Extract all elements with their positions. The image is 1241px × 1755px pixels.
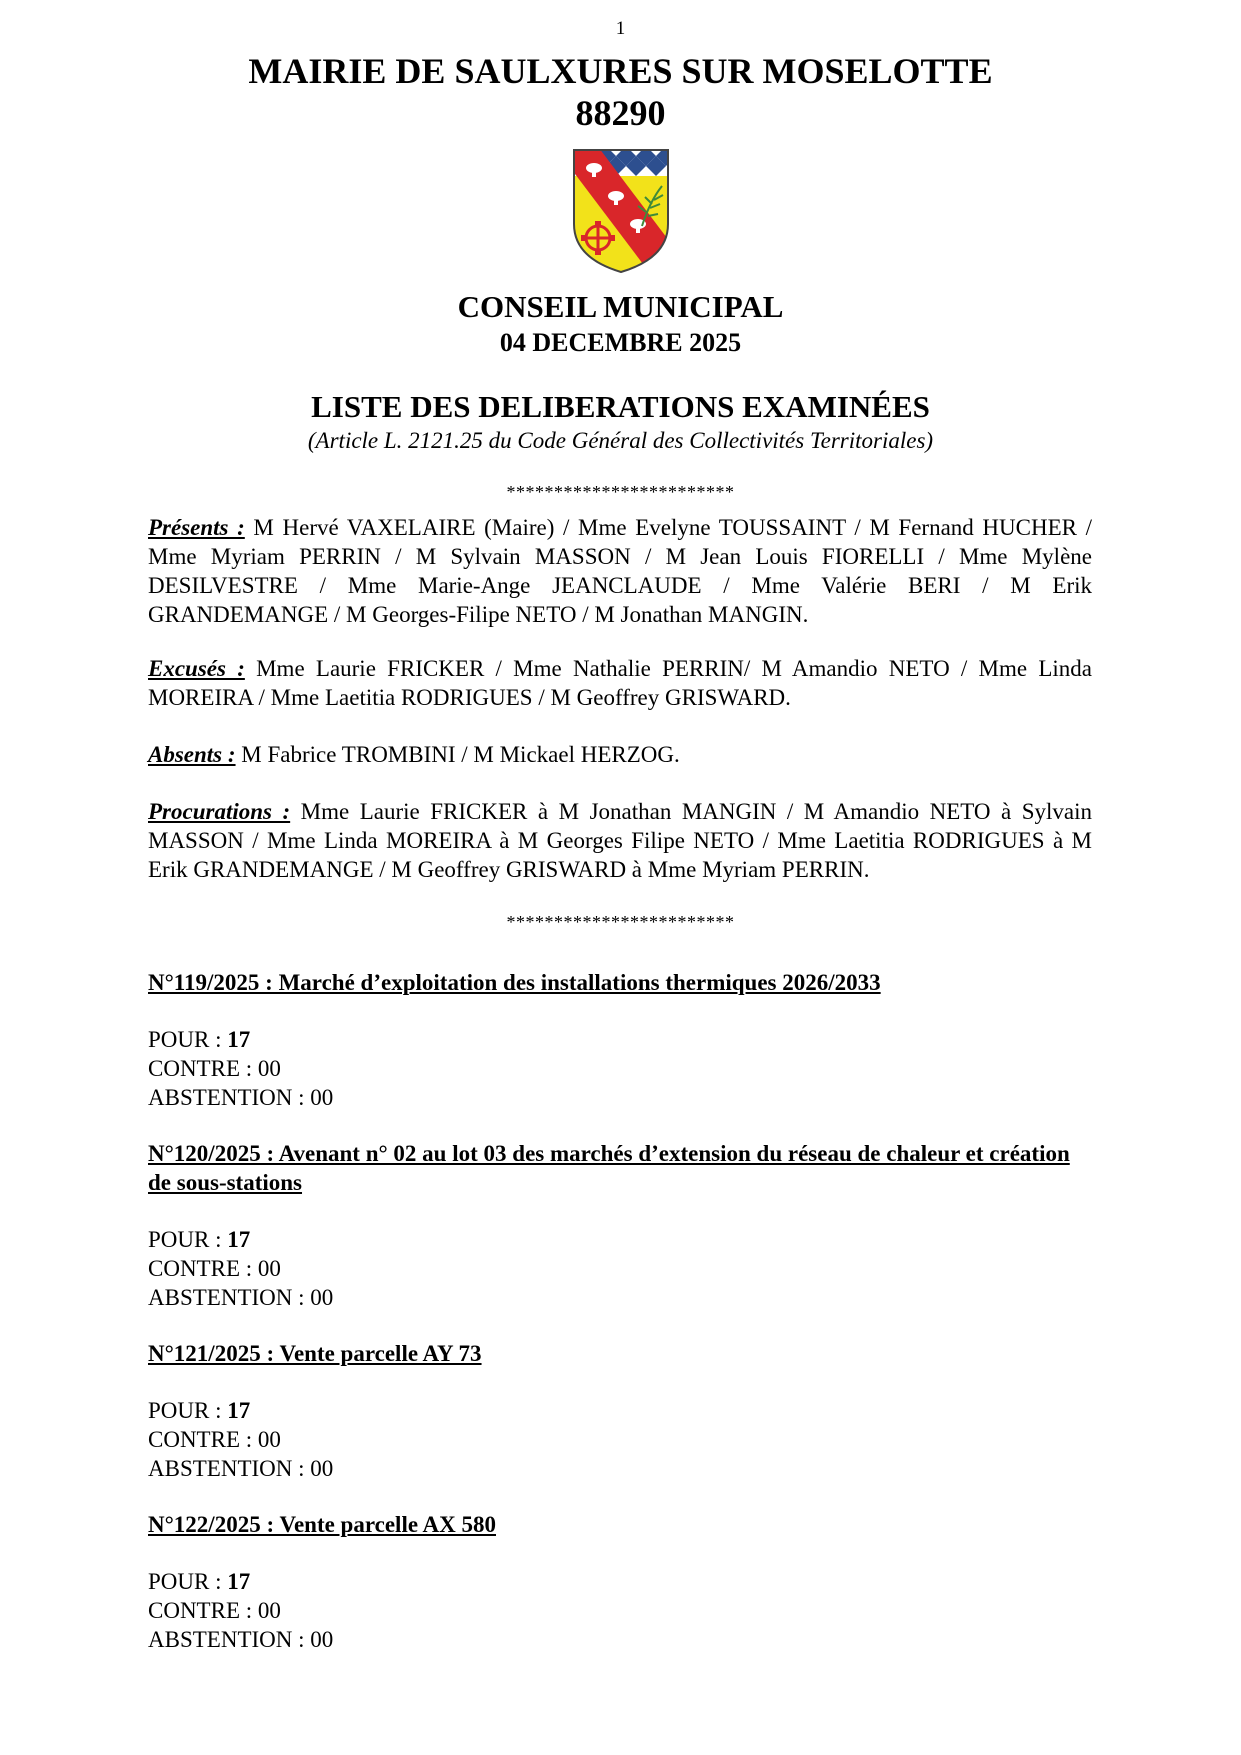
excuses-paragraph — [148, 654, 1092, 712]
list-subtitle: (Article L. 2121.25 du Code Général des Collectivités Territoriales) — [307, 428, 934, 453]
mairie-title: MAIRIE DE SAULXURES SUR MOSELOTTE — [248, 51, 993, 91]
vote-abstention-value: 00 — [310, 1627, 334, 1652]
list-title: LISTE DES DELIBERATIONS EXAMINÉES — [311, 389, 930, 424]
postcode: 88290 — [575, 93, 666, 133]
vote-abstention: ABSTENTION : 00 — [148, 1285, 334, 1310]
presents-text: M Hervé VAXELAIRE (Maire) / Mme Evelyne TOUSSAINT / M Fernand HUCHER / Mme Myriam PERRIN / M Sylvain MASSON / M Jean Louis FIORELLI / Mme Mylène DESILVESTRE / Mme Marie-Ange JEANCLAUDE / Mme Valérie BERI / M Erik GRANDEMANGE / M Georges-Filipe NETO / M Jonathan MANGIN. — [148, 515, 1092, 627]
coat-of-arms-icon — [570, 146, 672, 276]
deliberation-votes — [148, 1396, 333, 1483]
procurations-paragraph — [148, 797, 1092, 884]
vote-pour: POUR : 17 — [148, 1569, 251, 1594]
vote-abstention-value: 00 — [310, 1456, 334, 1481]
meeting-date: 04 DECEMBRE 2025 — [499, 328, 742, 357]
document-header — [0, 50, 1241, 134]
vote-pour-value: 17 — [227, 1398, 251, 1423]
vote-pour-value: 17 — [227, 1569, 251, 1594]
excuses-label: Excusés : — [148, 656, 245, 681]
vote-abstention: ABSTENTION : 00 — [148, 1627, 334, 1652]
vote-contre-value: 00 — [257, 1256, 281, 1281]
deliberation-title: N°122/2025 : Vente parcelle AX 580 — [148, 1512, 496, 1537]
vote-abstention: ABSTENTION : 00 — [148, 1456, 334, 1481]
vote-abstention-value: 00 — [310, 1085, 334, 1110]
vote-contre: CONTRE : 00 — [148, 1427, 281, 1452]
excuses-text: Mme Laurie FRICKER / Mme Nathalie PERRIN/ M Amandio NETO / Mme Linda MOREIRA / Mme Laetitia RODRIGUES / M Geoffrey GRISWARD. — [148, 656, 1092, 710]
separator-top: ************************ — [506, 482, 735, 502]
absents-paragraph — [148, 740, 1092, 769]
vote-contre-value: 00 — [257, 1598, 281, 1623]
deliberation-votes — [148, 1225, 333, 1312]
deliberation-title: N°119/2025 : Marché d’exploitation des installations thermiques 2026/2033 — [148, 970, 881, 995]
vote-pour-value: 17 — [227, 1227, 251, 1252]
procurations-label: Procurations : — [148, 799, 291, 824]
meeting-heading — [0, 288, 1241, 360]
absents-label: Absents : — [148, 742, 236, 767]
deliberation-title: N°121/2025 : Vente parcelle AY 73 — [148, 1341, 482, 1366]
meeting-title: CONSEIL MUNICIPAL — [457, 289, 784, 324]
presents-label: Présents : — [148, 515, 245, 540]
vote-contre: CONTRE : 00 — [148, 1256, 281, 1281]
vote-pour-value: 17 — [227, 1027, 251, 1052]
deliberation-title: N°120/2025 : Avenant n° 02 au lot 03 des marchés d’extension du réseau de chaleur et création de sous-stations — [148, 1141, 1070, 1195]
list-heading — [0, 388, 1241, 456]
separator-bottom: ************************ — [506, 912, 735, 932]
presents-paragraph — [148, 513, 1092, 629]
vote-contre-value: 00 — [257, 1056, 281, 1081]
deliberation-votes — [148, 1025, 333, 1112]
vote-contre: CONTRE : 00 — [148, 1598, 281, 1623]
vote-pour: POUR : 17 — [148, 1027, 251, 1052]
vote-contre: CONTRE : 00 — [148, 1056, 281, 1081]
procurations-text: Mme Laurie FRICKER à M Jonathan MANGIN / M Amandio NETO à Sylvain MASSON / Mme Linda MOREIRA à M Georges Filipe NETO / Mme Laetitia RODRIGUES à M Erik GRANDEMANGE / M Geoffrey GRISWARD à Mme Myriam PERRIN. — [148, 799, 1092, 882]
vote-pour: POUR : 17 — [148, 1398, 251, 1423]
vote-pour: POUR : 17 — [148, 1227, 251, 1252]
vote-abstention: ABSTENTION : 00 — [148, 1085, 334, 1110]
page-number: 1 — [615, 18, 626, 39]
deliberation-votes — [148, 1567, 333, 1654]
absents-text: M Fabrice TROMBINI / M Mickael HERZOG. — [235, 742, 680, 767]
vote-contre-value: 00 — [257, 1427, 281, 1452]
vote-abstention-value: 00 — [310, 1285, 334, 1310]
